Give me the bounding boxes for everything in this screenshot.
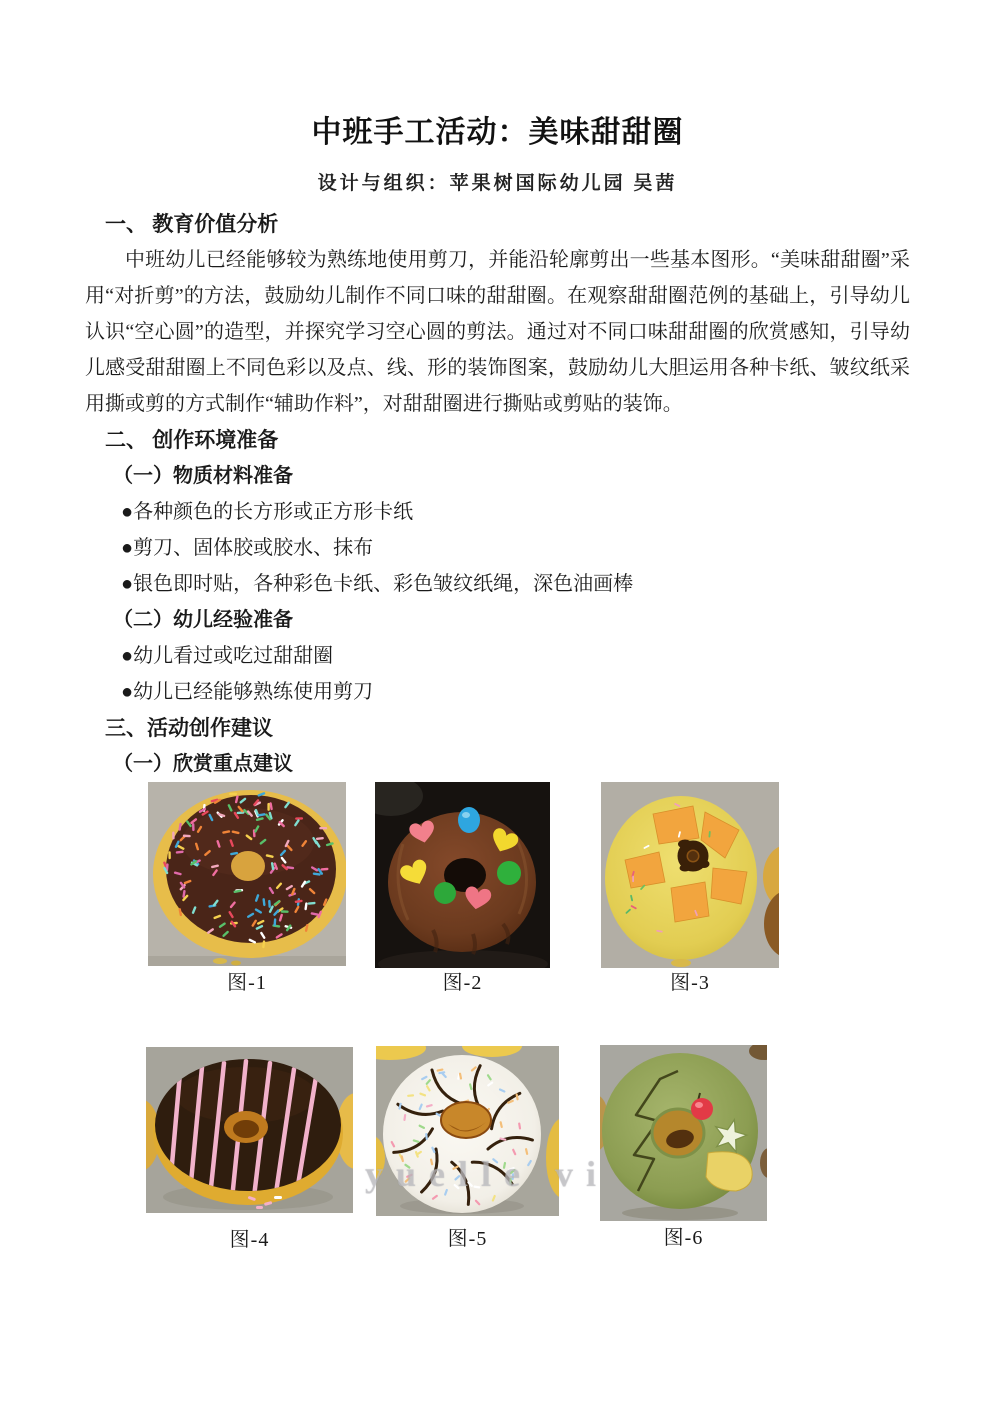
material-item: ●各种颜色的长方形或正方形卡纸: [121, 501, 414, 523]
donut-photo-4: [146, 1047, 353, 1227]
figure-donut-mango: [601, 782, 779, 996]
page-subtitle: 设计与组织：苹果树国际幼儿园 吴茜: [317, 173, 678, 194]
figure-caption: 图-2: [442, 972, 483, 994]
figure-row-2: [85, 1045, 910, 1290]
figure-donut-matcha: [600, 1045, 767, 1251]
section2-heading: 二、 创作环境准备: [105, 428, 279, 452]
section2-sub2-heading: （二）幼儿经验准备: [113, 609, 293, 631]
page-title: 中班手工活动：美味甜甜圈: [311, 116, 684, 149]
figure-caption: 图-1: [227, 972, 267, 994]
watermark-text: yuelle vi: [365, 1154, 609, 1194]
material-item: ●剪刀、固体胶或胶水、抹布: [121, 537, 374, 559]
donut-photo-1: [148, 782, 346, 970]
figure-donut-striped: [146, 1047, 353, 1253]
donut-photo-5: [376, 1046, 559, 1226]
donut-photo-6: [600, 1045, 767, 1225]
section3-heading: 三、活动创作建议: [105, 716, 273, 740]
material-item: ●银色即时贴，各种彩色卡纸、彩色皱纹纸绳，深色油画棒: [121, 573, 634, 595]
figure-caption: 图-3: [670, 972, 710, 994]
figure-caption: 图-5: [447, 1228, 488, 1250]
figure-donut-white-drizzle: [376, 1046, 559, 1252]
figure-donut-candies: [375, 782, 550, 996]
figure-row-1: [85, 782, 910, 1045]
figure-donut-sprinkles: [148, 782, 346, 996]
figure-caption: 图-4: [229, 1229, 270, 1251]
experience-item: ●幼儿看过或吃过甜甜圈: [121, 645, 334, 667]
section1-heading: 一、 教育价值分析: [105, 212, 279, 236]
section3-sub1-heading: （一）欣赏重点建议: [113, 753, 293, 775]
section1-paragraph: 中班幼儿已经能够较为熟练地使用剪刀，并能沿轮廓剪出一些基本图形。“美味甜甜圈”采用“对折剪”的方法，鼓励幼儿制作不同口味的甜甜圈。在观察甜甜圈范例的基础上，引导幼儿认识“空心圆”的造型，并探究学习空心圆的剪法。通过对不同口味甜甜圈的欣赏感知，引导幼儿感受甜甜圈上不同色彩以及点、线、形的装饰图案，鼓励幼儿大胆运用各种卡纸、皱纹纸采用撕或剪的方式制作“辅助作料”，对甜甜圈进行撕贴或剪贴的装饰。: [85, 249, 910, 415]
figure-caption: 图-6: [663, 1227, 704, 1249]
experience-item: ●幼儿已经能够熟练使用剪刀: [121, 681, 374, 703]
donut-photo-2: [375, 782, 550, 970]
donut-photo-3: [601, 782, 779, 970]
section2-sub1-heading: （一）物质材料准备: [113, 465, 293, 487]
